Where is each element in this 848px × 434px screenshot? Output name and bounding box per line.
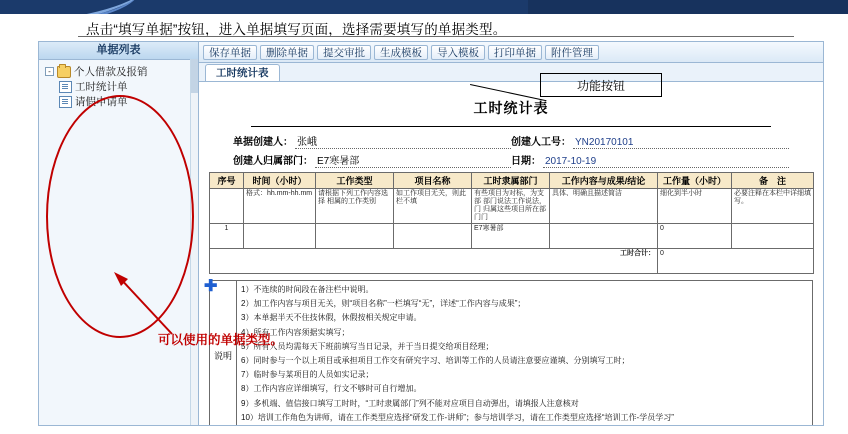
title-underline <box>251 126 771 127</box>
col-content-result: 工作内容与成果/结论 <box>550 173 658 189</box>
cell-owner-dept[interactable]: E7寒暑部 <box>472 224 550 249</box>
attachment-manager-button[interactable]: 附件管理 <box>545 45 599 60</box>
list-item: 9）多机端、值信接口填写工时时，“工时隶属部门”列不能对应项目自动弹出，请填报人注意核对 <box>241 398 579 408</box>
col-work-type: 工作类型 <box>316 173 394 189</box>
worktime-grid <box>209 172 814 274</box>
cell-content-hint: 具体、明确且描述简洁 <box>550 189 658 224</box>
print-document-button[interactable]: 打印单据 <box>488 45 542 60</box>
annotation-usable-types: 可以使用的单据类型。 <box>158 333 284 347</box>
cell-work-type-hint: 请根据下列工作内容选择 相属的工作类别 <box>316 189 394 224</box>
field-department-label: 创建人归属部门： <box>233 156 313 167</box>
col-time: 时间（小时） <box>244 173 316 189</box>
notes-label: 说明 <box>210 281 237 425</box>
cell-time-hint: 格式：hh.mm-hh.mm <box>244 189 316 224</box>
editor-toolbar <box>199 42 823 63</box>
field-department <box>233 152 511 168</box>
banner-right-block <box>528 0 848 14</box>
form-body <box>199 82 823 425</box>
cell-remark[interactable] <box>732 224 814 249</box>
field-department-value[interactable]: E7寒暑部 <box>315 152 511 168</box>
list-item: 10）培训工作角色为讲师，请在工作类型应选择“研发工作-讲师”；参与培训学习，请在工作类型应选择“培训工作-学员学习” <box>241 412 674 422</box>
tree-node-label: 工时统计单 <box>75 81 128 93</box>
meta-row-2 <box>209 152 813 168</box>
cell-index <box>210 189 244 224</box>
cell-workload[interactable]: 0 <box>658 224 732 249</box>
document-list-header: 单据列表 <box>39 42 198 60</box>
list-item: 2）加工作内容与项目无关，则“项目名称”一栏填写“无”，详述“工作内容与成果”； <box>241 299 526 309</box>
submit-approval-button[interactable]: 提交审批 <box>317 45 371 60</box>
field-creator-id <box>511 133 789 149</box>
table-row[interactable] <box>210 189 814 224</box>
notes-box <box>209 280 813 425</box>
document-editor-panel <box>199 42 823 425</box>
list-item: 4）所有工作内容须据实填写； <box>241 327 350 337</box>
field-creator-value[interactable]: 张峨 <box>295 133 511 149</box>
col-workload: 工作量（小时） <box>658 173 732 189</box>
cell-owner-dept-hint: 有些项目为对标，为支部 部门说法工作说法，门 归属这些项目所在部门门 <box>472 189 550 224</box>
col-project-name: 项目名称 <box>394 173 472 189</box>
col-index: 序号 <box>210 173 244 189</box>
cell-content[interactable] <box>550 224 658 249</box>
banner-swoosh-inner <box>0 0 141 14</box>
scrollbar-thumb[interactable] <box>191 59 198 93</box>
annotation-arrow-icon <box>112 270 174 336</box>
generate-template-button[interactable]: 生成模板 <box>374 45 428 60</box>
cell-workload-hint: 细化到半小时 <box>658 189 732 224</box>
cell-time[interactable] <box>244 224 316 249</box>
list-item: 7）临时参与某项目的人员如实记录； <box>241 370 374 380</box>
folder-icon <box>57 66 71 78</box>
field-date-value[interactable]: 2017-10-19 <box>543 156 789 168</box>
notes-list <box>237 281 812 425</box>
list-item: 8）工作内容应详细填写，行文不够时可自行增加。 <box>241 384 422 394</box>
field-creator-label: 单据创建人： <box>233 137 293 148</box>
table-row[interactable] <box>210 224 814 249</box>
total-value: 0 <box>658 249 814 274</box>
list-item: 1）不连续的时间段在备注栏中说明。 <box>241 285 374 294</box>
save-document-button[interactable]: 保存单据 <box>203 45 257 60</box>
field-creator-id-label: 创建人工号： <box>511 137 571 148</box>
cell-index: 1 <box>210 224 244 249</box>
delete-document-button[interactable]: 删除单据 <box>260 45 314 60</box>
meta-row-1 <box>209 133 813 149</box>
cell-work-type[interactable] <box>316 224 394 249</box>
add-row-icon[interactable]: ✚ <box>204 278 218 295</box>
form-title: 工时统计表 <box>473 100 549 116</box>
cell-remark-hint: 必要注释在本栏中详细填 写。 <box>732 189 814 224</box>
tree-node-worktime-sheet[interactable] <box>43 79 198 94</box>
col-owner-dept: 工时隶属部门 <box>472 173 550 189</box>
cell-project-name-hint: 如工作项目无关，则此 栏不填 <box>394 189 472 224</box>
col-remark: 备 注 <box>732 173 814 189</box>
tree-node-label: 个人借款及报销 <box>74 66 148 78</box>
total-label: 工时合计： <box>210 249 658 274</box>
tab-worktime-sheet[interactable]: 工时统计表 <box>205 64 280 81</box>
collapse-expander-icon[interactable]: - <box>45 67 54 76</box>
document-icon <box>59 81 72 93</box>
grid-total-row <box>210 249 814 274</box>
grid-header-row <box>210 173 814 189</box>
tree-node-label: 请假申请单 <box>75 96 128 108</box>
field-creator-id-value[interactable]: YN20170101 <box>573 137 789 149</box>
field-date <box>511 152 789 168</box>
caption-divider <box>78 36 794 37</box>
decorative-top-banner <box>0 0 848 14</box>
tree-node-personal-loan[interactable] <box>43 64 198 79</box>
import-template-button[interactable]: 导入模板 <box>431 45 485 60</box>
list-item: 5）所有人员均需每天下班前填写当日记录，并于当日提交给项目经理； <box>241 341 494 351</box>
document-icon <box>59 96 72 108</box>
field-creator <box>233 133 511 149</box>
annotation-function-buttons: 功能按钮 <box>540 73 662 97</box>
slide-caption: 点击“填写单据”按钮，进入单据填写页面，选择需要填写的单据类型。 <box>86 22 507 37</box>
list-item: 3）本单据半天不住技休假，休假按相关规定申请。 <box>241 313 422 323</box>
list-item: 6）同时参与一个以上项目或承担项目工作交有研究字习、培训等工作的人员请注意要应谨填、分别填写工时； <box>241 356 630 366</box>
field-date-label: 日期： <box>511 156 541 167</box>
cell-project-name[interactable] <box>394 224 472 249</box>
